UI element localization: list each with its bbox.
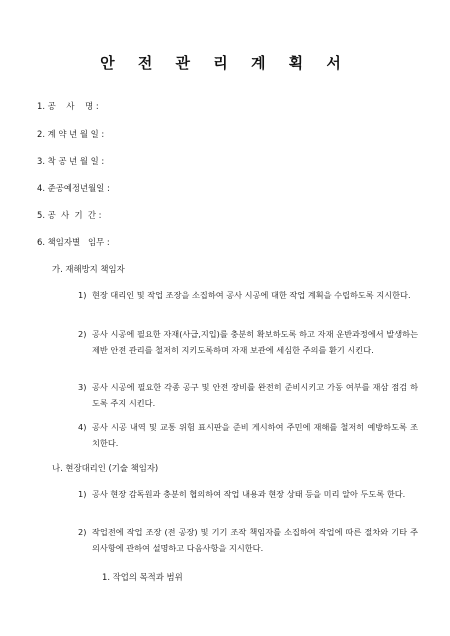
item-number: 2) — [78, 329, 87, 339]
item-text: 공사 시공 내역 및 교통 위험 표시판을 준비 게시하여 주민에 재해를 철저히 예방하도록 조치한다. — [92, 422, 418, 448]
sub-item-purpose-scope: 1. 작업의 목적과 범위 — [102, 572, 183, 582]
field-completion-date — [37, 182, 110, 194]
item-text: 현장 대리인 및 작업 조장을 소집하여 공사 시공에 대한 작업 계획을 수립하도록 지시한다. — [92, 290, 411, 300]
field-construction-period — [37, 209, 102, 221]
item-number: 1) — [78, 290, 87, 300]
field-construction-name — [37, 100, 99, 112]
field-number: 5. — [37, 210, 45, 220]
field-contract-date — [37, 128, 104, 140]
item-text: 작업전에 작업 조장 (전 공장) 및 기기 조작 책임자를 소집하여 작업에 따른 절차와 기타 주의사항에 관하여 설명하고 다음사항을 지시한다. — [92, 527, 418, 553]
item-text: 공사 시공에 필요한 자재(사급,지입)를 충분히 확보하도록 하고 자재 운반과정에서 발생하는 제반 안전 관리를 철저히 지키도록하며 자재 보관에 세심한 주의를 환기 시킨다. — [92, 329, 418, 355]
field-label: 착 공 년 월 일 : — [47, 156, 105, 166]
field-number: 1. — [37, 101, 45, 111]
item-text: 공사 시공에 필요한 각종 공구 및 안전 장비를 완전히 준비시키고 가동 여부를 재삼 점검 하도록 주지 시킨다. — [92, 382, 418, 408]
item-number: 3) — [78, 382, 87, 392]
item-number: 4) — [78, 422, 87, 432]
document-title: 안 전 관 리 계 획 서 — [100, 54, 350, 72]
list-item — [78, 326, 418, 374]
item-number: 1) — [78, 489, 87, 499]
field-label: 준공예정년월일 : — [47, 183, 110, 193]
field-responsibilities — [37, 236, 110, 248]
section-heading-disaster-prevention: 가. 재해방지 책임자 — [52, 264, 125, 274]
field-label: 공 사 기 간 : — [47, 210, 102, 220]
field-number: 2. — [37, 129, 45, 139]
field-label: 책임자별 임무 : — [47, 237, 110, 247]
field-number: 6. — [37, 237, 45, 247]
item-text: 공사 현장 감독원과 충분히 협의하여 작업 내용과 현장 상태 등을 미리 알아 두도록 한다. — [92, 489, 406, 499]
field-number: 4. — [37, 183, 45, 193]
list-item — [78, 524, 418, 556]
list-item — [78, 419, 418, 451]
list-item — [78, 486, 418, 518]
list-item — [78, 287, 418, 319]
item-number: 2) — [78, 527, 87, 537]
field-label: 계 약 년 월 일 : — [47, 129, 105, 139]
field-start-date — [37, 155, 104, 167]
section-heading-site-agent: 나. 현장대리인 (기술 책임자) — [52, 463, 159, 473]
field-label: 공 사 명 : — [47, 101, 99, 111]
list-item — [78, 379, 418, 411]
field-number: 3. — [37, 156, 45, 166]
